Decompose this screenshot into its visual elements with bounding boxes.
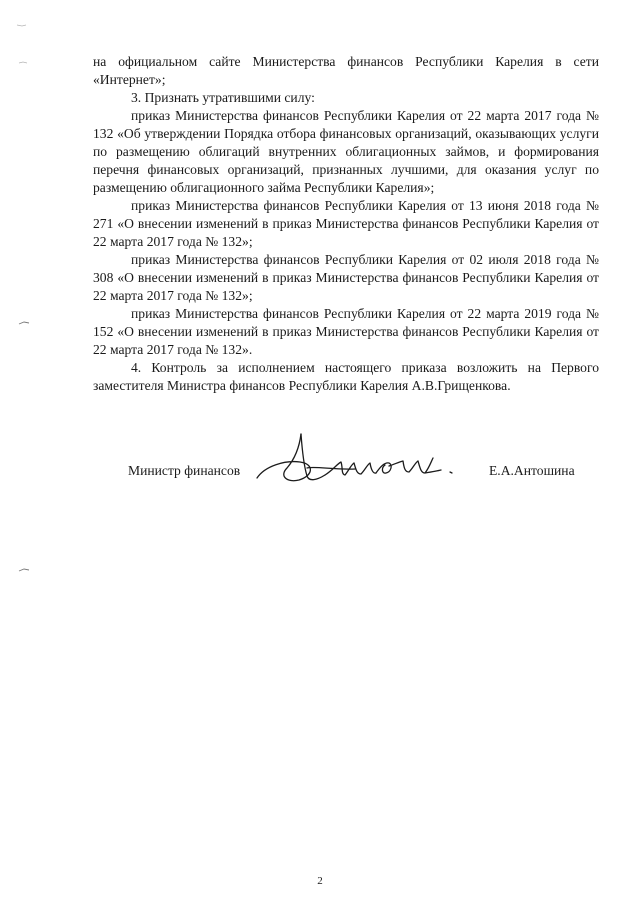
signatory-role: Министр финансов	[128, 463, 241, 478]
page-number: 2	[317, 875, 323, 887]
paragraph-repealed-order-152: приказ Министерства финансов Республики Карелия от 22 марта 2019 года № 152 «О внесении изменений в приказ Министерства финансов Республики Карелия от 22 марта 2017 года № 132».	[93, 306, 599, 357]
handwritten-signature	[255, 428, 470, 498]
signatory-name: Е.А.Антошина	[489, 463, 575, 478]
scan-artifact-mark	[18, 320, 30, 326]
paragraph-item-3-heading: 3. Признать утратившими силу:	[131, 90, 315, 105]
paragraph-repealed-order-132: приказ Министерства финансов Республики Карелия от 22 марта 2017 года № 132 «Об утверждении Порядка отбора финансовых организаций, оказывающих услуги по размещению облигаций внутренних облигационных займов, и формирования перечня финансовых организаций, признанных лучшими, для оказания услуг по размещению облигационного займа Республики Карелия»;	[93, 108, 599, 195]
paragraph-repealed-order-271: приказ Министерства финансов Республики Карелия от 13 июня 2018 года № 271 «О внесении изменений в приказ Министерства финансов Республики Карелия от 22 марта 2017 года № 132»;	[93, 198, 599, 249]
scan-artifact-mark	[18, 567, 30, 573]
scan-artifact-mark	[16, 22, 28, 28]
document-body	[93, 53, 599, 395]
paragraph-item-4-control: 4. Контроль за исполнением настоящего приказа возложить на Первого заместителя Министра финансов Республики Карелия А.В.Грищенкова.	[93, 360, 599, 393]
paragraph-publication-continuation: на официальном сайте Министерства финансов Республики Карелия в сети «Интернет»;	[93, 54, 599, 87]
paragraph-repealed-order-308: приказ Министерства финансов Республики Карелия от 02 июля 2018 года № 308 «О внесении изменений в приказ Министерства финансов Республики Карелия от 22 марта 2017 года № 132»;	[93, 252, 599, 303]
scan-artifact-mark	[18, 60, 30, 66]
